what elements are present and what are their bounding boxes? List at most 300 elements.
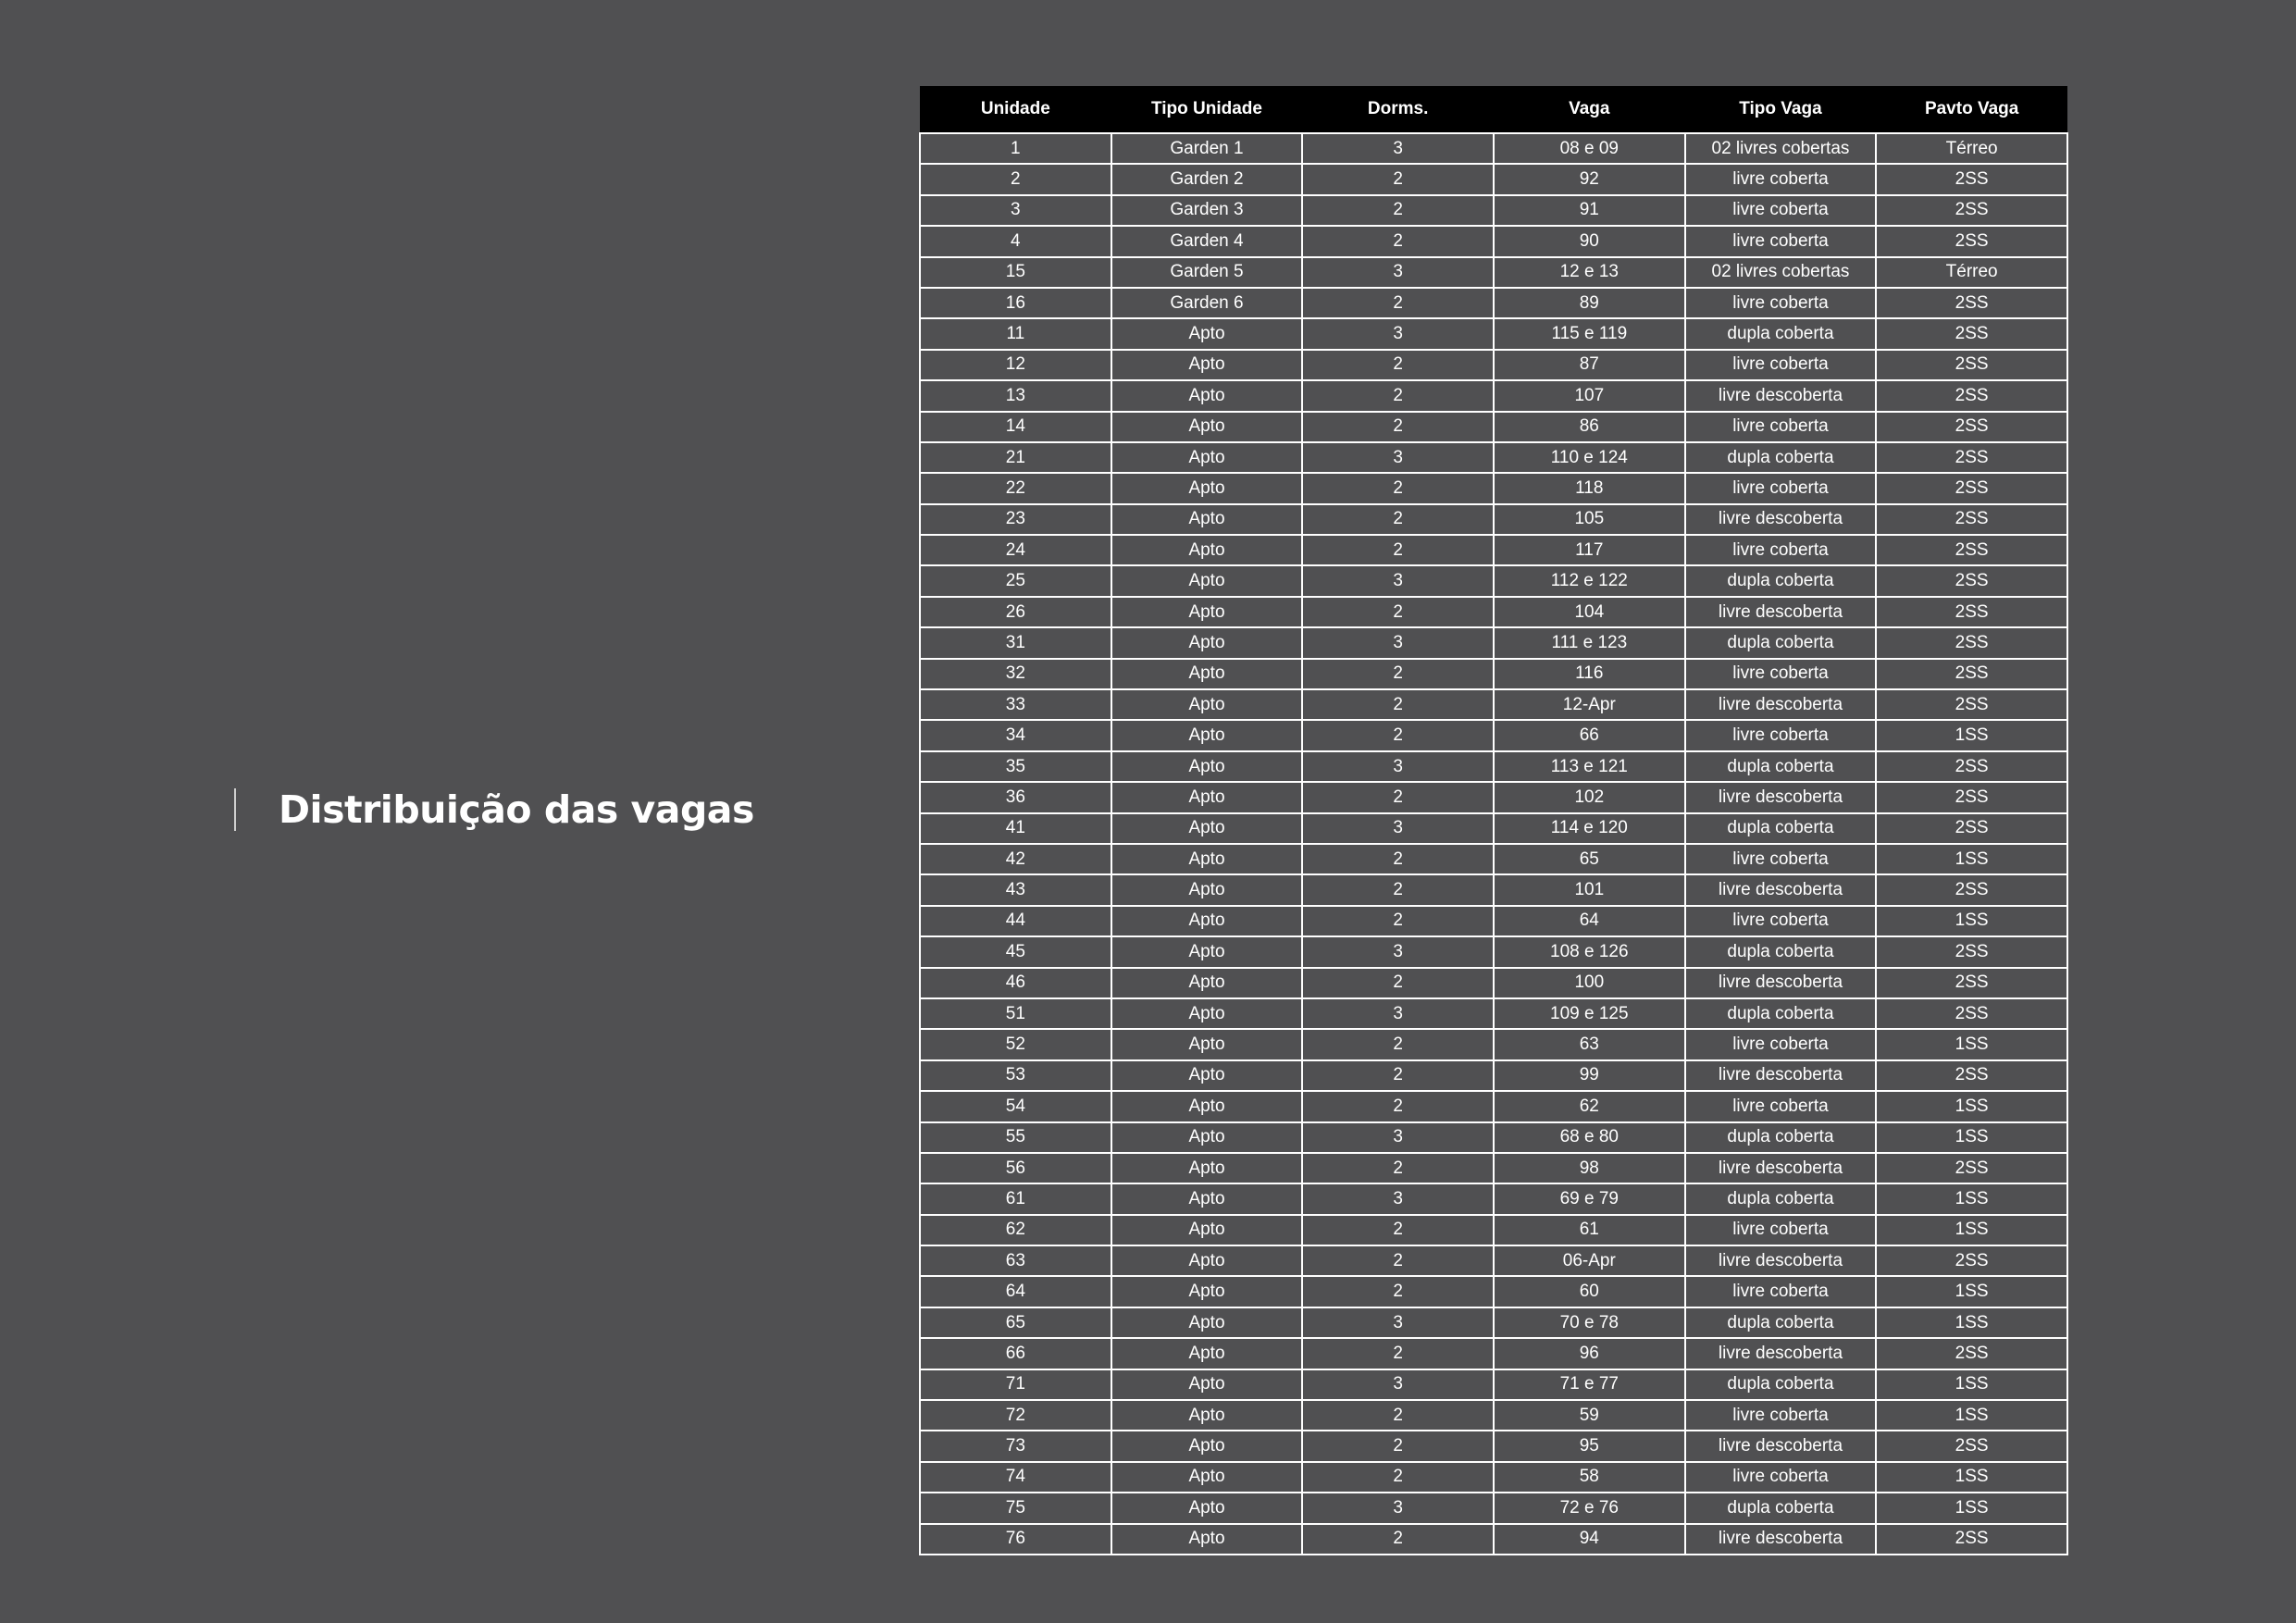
cell-unidade: 35 [920,751,1111,782]
cell-dorms: 2 [1302,1091,1494,1121]
cell-dorms: 3 [1302,1183,1494,1214]
cell-tipo-unidade: Apto [1111,874,1303,905]
cell-unidade: 13 [920,380,1111,411]
cell-unidade: 75 [920,1493,1111,1523]
cell-unidade: 53 [920,1060,1111,1091]
cell-tipo-unidade: Garden 4 [1111,226,1303,256]
cell-tipo-vaga: livre coberta [1685,1400,1877,1431]
cell-tipo-unidade: Apto [1111,380,1303,411]
cell-unidade: 73 [920,1431,1111,1461]
cell-dorms: 3 [1302,318,1494,349]
cell-tipo-vaga: livre descoberta [1685,504,1877,535]
cell-dorms: 2 [1302,968,1494,998]
table-row [920,1153,2067,1183]
cell-pavto-vaga: 1SS [1876,1183,2067,1214]
cell-pavto-vaga: 1SS [1876,1400,2067,1431]
cell-tipo-vaga: livre coberta [1685,350,1877,380]
cell-vaga: 94 [1494,1524,1685,1555]
cell-vaga: 69 e 79 [1494,1183,1685,1214]
cell-unidade: 42 [920,844,1111,874]
table-row [920,442,2067,473]
table-row [920,195,2067,226]
cell-pavto-vaga: 2SS [1876,412,2067,442]
header-vaga: Vaga [1494,86,1685,133]
cell-tipo-unidade: Apto [1111,1091,1303,1121]
header-dorms: Dorms. [1302,86,1494,133]
table-row [920,813,2067,844]
cell-tipo-unidade: Apto [1111,1369,1303,1400]
cell-vaga: 108 e 126 [1494,936,1685,967]
table-row [920,998,2067,1029]
cell-pavto-vaga: 2SS [1876,195,2067,226]
cell-tipo-unidade: Apto [1111,1215,1303,1245]
cell-tipo-unidade: Apto [1111,1493,1303,1523]
cell-pavto-vaga: 2SS [1876,597,2067,627]
cell-pavto-vaga: 2SS [1876,874,2067,905]
cell-unidade: 32 [920,659,1111,689]
cell-pavto-vaga: 1SS [1876,720,2067,750]
cell-dorms: 2 [1302,1029,1494,1059]
cell-tipo-unidade: Apto [1111,844,1303,874]
cell-tipo-vaga: livre descoberta [1685,689,1877,720]
table-row [920,257,2067,288]
cell-unidade: 63 [920,1245,1111,1276]
cell-tipo-unidade: Apto [1111,968,1303,998]
cell-unidade: 33 [920,689,1111,720]
cell-dorms: 2 [1302,535,1494,565]
cell-dorms: 2 [1302,473,1494,503]
table-row [920,412,2067,442]
cell-tipo-vaga: livre coberta [1685,1029,1877,1059]
cell-vaga: 107 [1494,380,1685,411]
cell-unidade: 54 [920,1091,1111,1121]
cell-dorms: 2 [1302,1153,1494,1183]
cell-vaga: 101 [1494,874,1685,905]
cell-tipo-unidade: Garden 6 [1111,288,1303,318]
table-row [920,504,2067,535]
cell-pavto-vaga: 1SS [1876,1276,2067,1307]
cell-dorms: 2 [1302,874,1494,905]
cell-pavto-vaga: 1SS [1876,1029,2067,1059]
table-row [920,1091,2067,1121]
cell-tipo-unidade: Apto [1111,659,1303,689]
table-row [920,1431,2067,1461]
cell-vaga: 63 [1494,1029,1685,1059]
cell-vaga: 117 [1494,535,1685,565]
cell-tipo-vaga: livre descoberta [1685,1060,1877,1091]
cell-pavto-vaga: 2SS [1876,380,2067,411]
title-divider [234,788,236,831]
cell-pavto-vaga: 2SS [1876,1153,2067,1183]
table-row [920,751,2067,782]
cell-unidade: 34 [920,720,1111,750]
table-row [920,288,2067,318]
cell-tipo-unidade: Apto [1111,782,1303,812]
cell-tipo-vaga: dupla coberta [1685,627,1877,658]
cell-dorms: 2 [1302,1060,1494,1091]
table-row [920,1493,2067,1523]
parking-table-container [919,86,2068,1555]
cell-dorms: 2 [1302,1524,1494,1555]
cell-dorms: 2 [1302,1338,1494,1369]
cell-dorms: 2 [1302,1276,1494,1307]
cell-tipo-vaga: livre coberta [1685,164,1877,194]
cell-unidade: 4 [920,226,1111,256]
cell-tipo-vaga: dupla coberta [1685,1183,1877,1214]
cell-dorms: 3 [1302,565,1494,596]
cell-vaga: 64 [1494,906,1685,936]
cell-pavto-vaga: 2SS [1876,164,2067,194]
cell-pavto-vaga: 1SS [1876,906,2067,936]
cell-vaga: 99 [1494,1060,1685,1091]
cell-unidade: 11 [920,318,1111,349]
cell-tipo-vaga: dupla coberta [1685,565,1877,596]
cell-pavto-vaga: 2SS [1876,1338,2067,1369]
cell-vaga: 112 e 122 [1494,565,1685,596]
cell-vaga: 62 [1494,1091,1685,1121]
cell-tipo-unidade: Apto [1111,1276,1303,1307]
cell-tipo-unidade: Garden 1 [1111,133,1303,164]
cell-vaga: 86 [1494,412,1685,442]
cell-tipo-vaga: livre coberta [1685,720,1877,750]
cell-tipo-unidade: Apto [1111,1153,1303,1183]
cell-vaga: 70 e 78 [1494,1307,1685,1338]
table-row [920,844,2067,874]
cell-tipo-unidade: Garden 2 [1111,164,1303,194]
cell-dorms: 3 [1302,813,1494,844]
cell-dorms: 3 [1302,998,1494,1029]
table-row [920,1029,2067,1059]
table-header [920,86,2067,133]
cell-tipo-unidade: Apto [1111,751,1303,782]
cell-pavto-vaga: 2SS [1876,751,2067,782]
cell-dorms: 2 [1302,720,1494,750]
cell-tipo-unidade: Garden 3 [1111,195,1303,226]
cell-dorms: 2 [1302,689,1494,720]
cell-vaga: 115 e 119 [1494,318,1685,349]
cell-tipo-vaga: dupla coberta [1685,813,1877,844]
cell-vaga: 114 e 120 [1494,813,1685,844]
cell-tipo-unidade: Apto [1111,1183,1303,1214]
cell-unidade: 62 [920,1215,1111,1245]
cell-pavto-vaga: 2SS [1876,473,2067,503]
cell-tipo-vaga: livre descoberta [1685,968,1877,998]
cell-tipo-vaga: livre coberta [1685,412,1877,442]
table-row [920,350,2067,380]
cell-tipo-unidade: Apto [1111,412,1303,442]
cell-pavto-vaga: 2SS [1876,936,2067,967]
header-tipo-unidade: Tipo Unidade [1111,86,1303,133]
cell-tipo-unidade: Apto [1111,720,1303,750]
cell-dorms: 2 [1302,380,1494,411]
cell-tipo-vaga: livre descoberta [1685,874,1877,905]
cell-tipo-vaga: livre descoberta [1685,782,1877,812]
cell-tipo-vaga: livre coberta [1685,1215,1877,1245]
cell-unidade: 51 [920,998,1111,1029]
header-row [920,86,2067,133]
cell-pavto-vaga: 2SS [1876,442,2067,473]
parking-distribution-table [919,86,2068,1555]
cell-tipo-unidade: Apto [1111,998,1303,1029]
cell-tipo-vaga: 02 livres cobertas [1685,257,1877,288]
cell-unidade: 15 [920,257,1111,288]
cell-pavto-vaga: 1SS [1876,844,2067,874]
title-block [234,788,754,831]
cell-vaga: 92 [1494,164,1685,194]
cell-unidade: 31 [920,627,1111,658]
cell-vaga: 12 e 13 [1494,257,1685,288]
cell-unidade: 21 [920,442,1111,473]
cell-tipo-unidade: Apto [1111,597,1303,627]
page-title: Distribuição das vagas [279,787,754,832]
cell-tipo-vaga: livre coberta [1685,226,1877,256]
table-row [920,1524,2067,1555]
cell-unidade: 46 [920,968,1111,998]
cell-vaga: 71 e 77 [1494,1369,1685,1400]
cell-vaga: 109 e 125 [1494,998,1685,1029]
cell-tipo-unidade: Apto [1111,1400,1303,1431]
cell-tipo-unidade: Apto [1111,813,1303,844]
cell-dorms: 3 [1302,751,1494,782]
cell-unidade: 16 [920,288,1111,318]
table-row [920,1122,2067,1153]
cell-vaga: 89 [1494,288,1685,318]
cell-tipo-vaga: livre descoberta [1685,380,1877,411]
cell-vaga: 90 [1494,226,1685,256]
table-row [920,659,2067,689]
cell-tipo-unidade: Apto [1111,1338,1303,1369]
table-body [920,133,2067,1555]
cell-tipo-vaga: dupla coberta [1685,1307,1877,1338]
cell-tipo-unidade: Apto [1111,1431,1303,1461]
cell-unidade: 45 [920,936,1111,967]
cell-tipo-unidade: Apto [1111,504,1303,535]
cell-tipo-vaga: dupla coberta [1685,936,1877,967]
cell-dorms: 2 [1302,782,1494,812]
cell-dorms: 3 [1302,1369,1494,1400]
cell-dorms: 2 [1302,350,1494,380]
cell-unidade: 56 [920,1153,1111,1183]
cell-unidade: 65 [920,1307,1111,1338]
cell-tipo-unidade: Apto [1111,565,1303,596]
cell-tipo-unidade: Apto [1111,1060,1303,1091]
cell-unidade: 55 [920,1122,1111,1153]
table-row [920,1462,2067,1493]
cell-dorms: 2 [1302,412,1494,442]
cell-dorms: 2 [1302,844,1494,874]
cell-pavto-vaga: 2SS [1876,813,2067,844]
cell-tipo-vaga: livre descoberta [1685,1245,1877,1276]
cell-vaga: 102 [1494,782,1685,812]
cell-vaga: 12-Apr [1494,689,1685,720]
cell-tipo-unidade: Apto [1111,936,1303,967]
cell-pavto-vaga: 2SS [1876,659,2067,689]
cell-dorms: 3 [1302,1307,1494,1338]
cell-vaga: 118 [1494,473,1685,503]
cell-tipo-unidade: Apto [1111,689,1303,720]
cell-tipo-vaga: livre coberta [1685,288,1877,318]
cell-dorms: 2 [1302,1431,1494,1461]
cell-tipo-unidade: Apto [1111,350,1303,380]
cell-unidade: 64 [920,1276,1111,1307]
cell-vaga: 65 [1494,844,1685,874]
cell-dorms: 2 [1302,1462,1494,1493]
cell-vaga: 60 [1494,1276,1685,1307]
table-row [920,906,2067,936]
table-row [920,133,2067,164]
cell-pavto-vaga: 1SS [1876,1369,2067,1400]
cell-pavto-vaga: 1SS [1876,1493,2067,1523]
cell-pavto-vaga: 2SS [1876,226,2067,256]
table-row [920,380,2067,411]
cell-pavto-vaga: 1SS [1876,1215,2067,1245]
table-row [920,627,2067,658]
cell-tipo-vaga: dupla coberta [1685,998,1877,1029]
cell-dorms: 2 [1302,597,1494,627]
table-row [920,1338,2067,1369]
cell-vaga: 98 [1494,1153,1685,1183]
cell-pavto-vaga: 2SS [1876,998,2067,1029]
cell-tipo-unidade: Apto [1111,442,1303,473]
cell-tipo-vaga: livre coberta [1685,473,1877,503]
cell-unidade: 61 [920,1183,1111,1214]
table-row [920,1215,2067,1245]
cell-unidade: 26 [920,597,1111,627]
cell-tipo-vaga: dupla coberta [1685,1369,1877,1400]
cell-pavto-vaga: 2SS [1876,535,2067,565]
cell-tipo-vaga: dupla coberta [1685,751,1877,782]
cell-dorms: 2 [1302,504,1494,535]
cell-pavto-vaga: 2SS [1876,1245,2067,1276]
cell-dorms: 3 [1302,936,1494,967]
cell-vaga: 104 [1494,597,1685,627]
cell-unidade: 14 [920,412,1111,442]
cell-tipo-vaga: livre coberta [1685,844,1877,874]
cell-dorms: 2 [1302,906,1494,936]
header-pavto-vaga: Pavto Vaga [1876,86,2067,133]
cell-pavto-vaga: 1SS [1876,1307,2067,1338]
table-row [920,782,2067,812]
cell-vaga: 08 e 09 [1494,133,1685,164]
cell-tipo-vaga: livre coberta [1685,1276,1877,1307]
cell-tipo-vaga: livre coberta [1685,659,1877,689]
table-row [920,936,2067,967]
cell-tipo-unidade: Apto [1111,1462,1303,1493]
cell-pavto-vaga: 2SS [1876,782,2067,812]
table-row [920,164,2067,194]
cell-dorms: 2 [1302,164,1494,194]
cell-unidade: 52 [920,1029,1111,1059]
cell-tipo-vaga: livre descoberta [1685,597,1877,627]
cell-vaga: 06-Apr [1494,1245,1685,1276]
cell-tipo-unidade: Apto [1111,1029,1303,1059]
table-row [920,1400,2067,1431]
cell-tipo-vaga: dupla coberta [1685,1493,1877,1523]
cell-vaga: 58 [1494,1462,1685,1493]
cell-tipo-vaga: dupla coberta [1685,442,1877,473]
cell-dorms: 2 [1302,659,1494,689]
cell-dorms: 2 [1302,1245,1494,1276]
cell-pavto-vaga: 2SS [1876,689,2067,720]
table-row [920,565,2067,596]
cell-unidade: 43 [920,874,1111,905]
cell-vaga: 105 [1494,504,1685,535]
cell-tipo-unidade: Apto [1111,627,1303,658]
cell-unidade: 3 [920,195,1111,226]
cell-dorms: 3 [1302,442,1494,473]
cell-pavto-vaga: Térreo [1876,133,2067,164]
cell-pavto-vaga: Térreo [1876,257,2067,288]
cell-unidade: 71 [920,1369,1111,1400]
table-row [920,1245,2067,1276]
header-tipo-vaga: Tipo Vaga [1685,86,1877,133]
cell-tipo-unidade: Apto [1111,473,1303,503]
cell-pavto-vaga: 2SS [1876,565,2067,596]
cell-pavto-vaga: 1SS [1876,1091,2067,1121]
cell-unidade: 25 [920,565,1111,596]
cell-unidade: 2 [920,164,1111,194]
cell-unidade: 23 [920,504,1111,535]
cell-tipo-unidade: Apto [1111,535,1303,565]
cell-pavto-vaga: 2SS [1876,627,2067,658]
cell-tipo-unidade: Apto [1111,1245,1303,1276]
table-row [920,1307,2067,1338]
cell-tipo-unidade: Apto [1111,906,1303,936]
cell-tipo-vaga: livre coberta [1685,535,1877,565]
cell-tipo-vaga: dupla coberta [1685,1122,1877,1153]
cell-unidade: 36 [920,782,1111,812]
cell-dorms: 3 [1302,1493,1494,1523]
cell-pavto-vaga: 2SS [1876,1524,2067,1555]
table-row [920,1060,2067,1091]
table-row [920,1183,2067,1214]
cell-pavto-vaga: 1SS [1876,1462,2067,1493]
cell-vaga: 87 [1494,350,1685,380]
table-row [920,318,2067,349]
table-row [920,597,2067,627]
cell-tipo-vaga: livre coberta [1685,906,1877,936]
cell-tipo-vaga: livre descoberta [1685,1153,1877,1183]
cell-vaga: 96 [1494,1338,1685,1369]
cell-pavto-vaga: 1SS [1876,1122,2067,1153]
table-row [920,720,2067,750]
cell-unidade: 12 [920,350,1111,380]
cell-unidade: 24 [920,535,1111,565]
cell-tipo-vaga: livre descoberta [1685,1338,1877,1369]
cell-unidade: 74 [920,1462,1111,1493]
cell-tipo-vaga: livre coberta [1685,1091,1877,1121]
table-row [920,473,2067,503]
cell-tipo-vaga: 02 livres cobertas [1685,133,1877,164]
cell-tipo-unidade: Apto [1111,1307,1303,1338]
table-row [920,535,2067,565]
cell-unidade: 44 [920,906,1111,936]
cell-vaga: 66 [1494,720,1685,750]
cell-vaga: 116 [1494,659,1685,689]
cell-vaga: 100 [1494,968,1685,998]
cell-dorms: 3 [1302,627,1494,658]
cell-tipo-vaga: dupla coberta [1685,318,1877,349]
table-row [920,874,2067,905]
cell-vaga: 72 e 76 [1494,1493,1685,1523]
cell-unidade: 76 [920,1524,1111,1555]
cell-tipo-vaga: livre coberta [1685,1462,1877,1493]
cell-tipo-unidade: Apto [1111,1524,1303,1555]
cell-unidade: 22 [920,473,1111,503]
cell-dorms: 2 [1302,288,1494,318]
cell-dorms: 3 [1302,257,1494,288]
cell-pavto-vaga: 2SS [1876,318,2067,349]
